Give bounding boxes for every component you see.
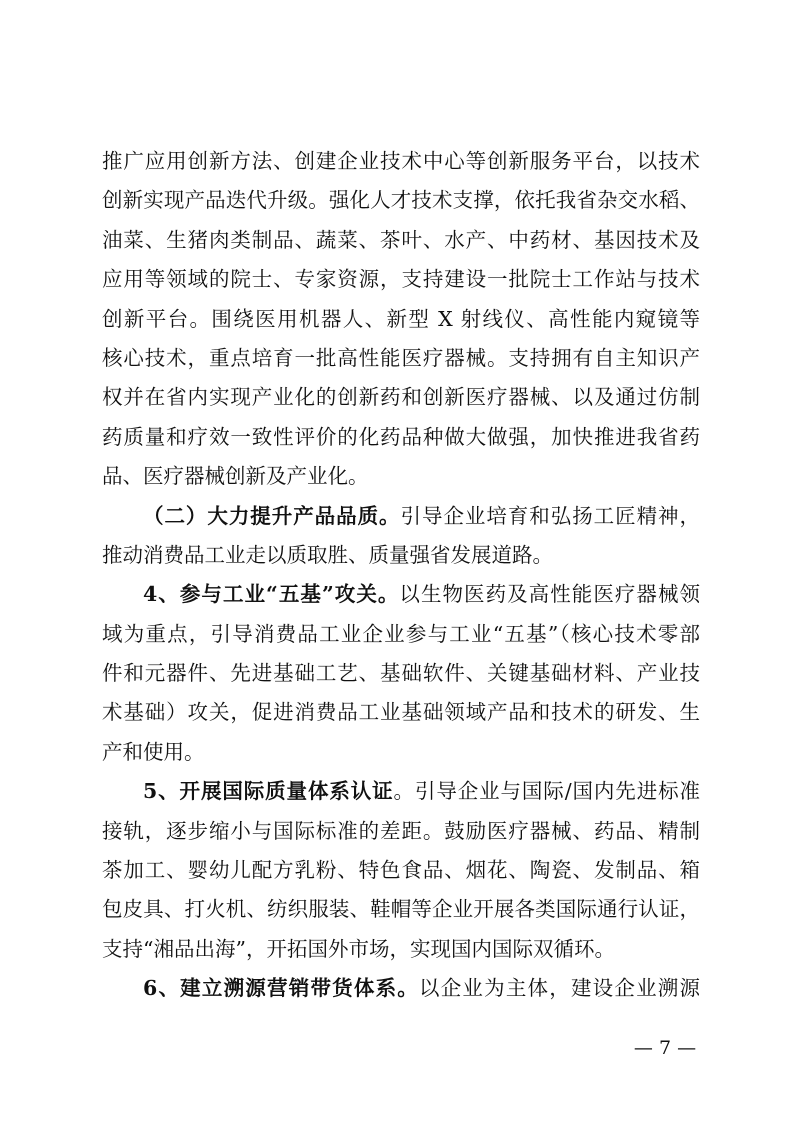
text-line: [102, 497, 700, 536]
text-line: 权并在省内实现产业化的创新药和创新医疗器械、以及通过仿制: [102, 385, 700, 410]
text-line: 术基础）攻关，促进消费品工业基础领域产品和技术的研发、生: [102, 700, 700, 725]
text-line: 油菜、生猪肉类制品、蔬菜、茶叶、水产、中药材、基因技术及: [102, 227, 700, 252]
text-line: 产和使用。: [102, 739, 205, 764]
text-line: 应用等领域的院士、专家资源，支持建设一批院士工作站与技术: [102, 267, 700, 292]
paragraph-item-6: [102, 969, 700, 1008]
paragraph-item-4: [102, 575, 700, 772]
text-line: 推广应用创新方法、创建企业技术中心等创新服务平台，以技术: [102, 149, 700, 173]
text-line: [102, 772, 700, 811]
text-line: [102, 575, 700, 614]
text-line: 域为重点，引导消费品工业企业参与工业“五基”（核心技术零部: [102, 621, 700, 646]
text-run: 以生物医药及高性能医疗器械领: [399, 582, 700, 607]
text-line: 支持“湘品出海”，开拓国外市场，实现国内国际双循环。: [102, 936, 615, 961]
text-line: 件和元器件、先进基础工艺、基础软件、关键基础材料、产业技: [102, 661, 700, 686]
item-heading: 4、参与工业“五基”攻关。: [143, 582, 400, 607]
text-line: 茶加工、婴幼儿配方乳粉、特色食品、烟花、陶瓷、发制品、箱: [102, 858, 700, 883]
text-line: 创新平台。围绕医用机器人、新型 X 射线仪、高性能内窥镜等: [102, 306, 700, 331]
text-run: 引导企业培育和弘扬工匠精神，: [400, 503, 701, 528]
body-text: [102, 142, 700, 1009]
text-line: [102, 969, 700, 1008]
section-heading: （二）大力提升产品品质。: [143, 503, 401, 528]
text-line: 品、医疗器械创新及产业化。: [102, 464, 369, 489]
text-line: 推动消费品工业走以质取胜、质量强省发展道路。: [102, 542, 553, 567]
text-line: 核心技术，重点培育一批高性能医疗器械。支持拥有自主知识产: [102, 345, 700, 370]
item-heading: 5、开展国际质量体系认证: [143, 779, 394, 804]
text-line: 接轨，逐步缩小与国际标准的差距。鼓励医疗器械、药品、精制: [102, 818, 700, 843]
page-number: — 7 —: [633, 1037, 697, 1059]
text-run: 。引导企业与国际/国内先进标准: [393, 779, 700, 804]
text-run: 以企业为主体，建设企业溯源: [419, 976, 701, 1001]
paragraph-product-quality: [102, 497, 700, 576]
text-line: 创新实现产品迭代升级。强化人才技术支撑，依托我省杂交水稻、: [102, 188, 700, 213]
paragraph-item-5: [102, 772, 700, 969]
paragraph-tech-innovation: [102, 142, 700, 497]
item-heading: 6、建立溯源营销带货体系。: [143, 976, 419, 1001]
text-line: 药质量和疗效一致性评价的化药品种做大做强，加快推进我省药: [102, 424, 700, 449]
text-line: 包皮具、打火机、纺织服装、鞋帽等企业开展各类国际通行认证，: [102, 897, 700, 922]
